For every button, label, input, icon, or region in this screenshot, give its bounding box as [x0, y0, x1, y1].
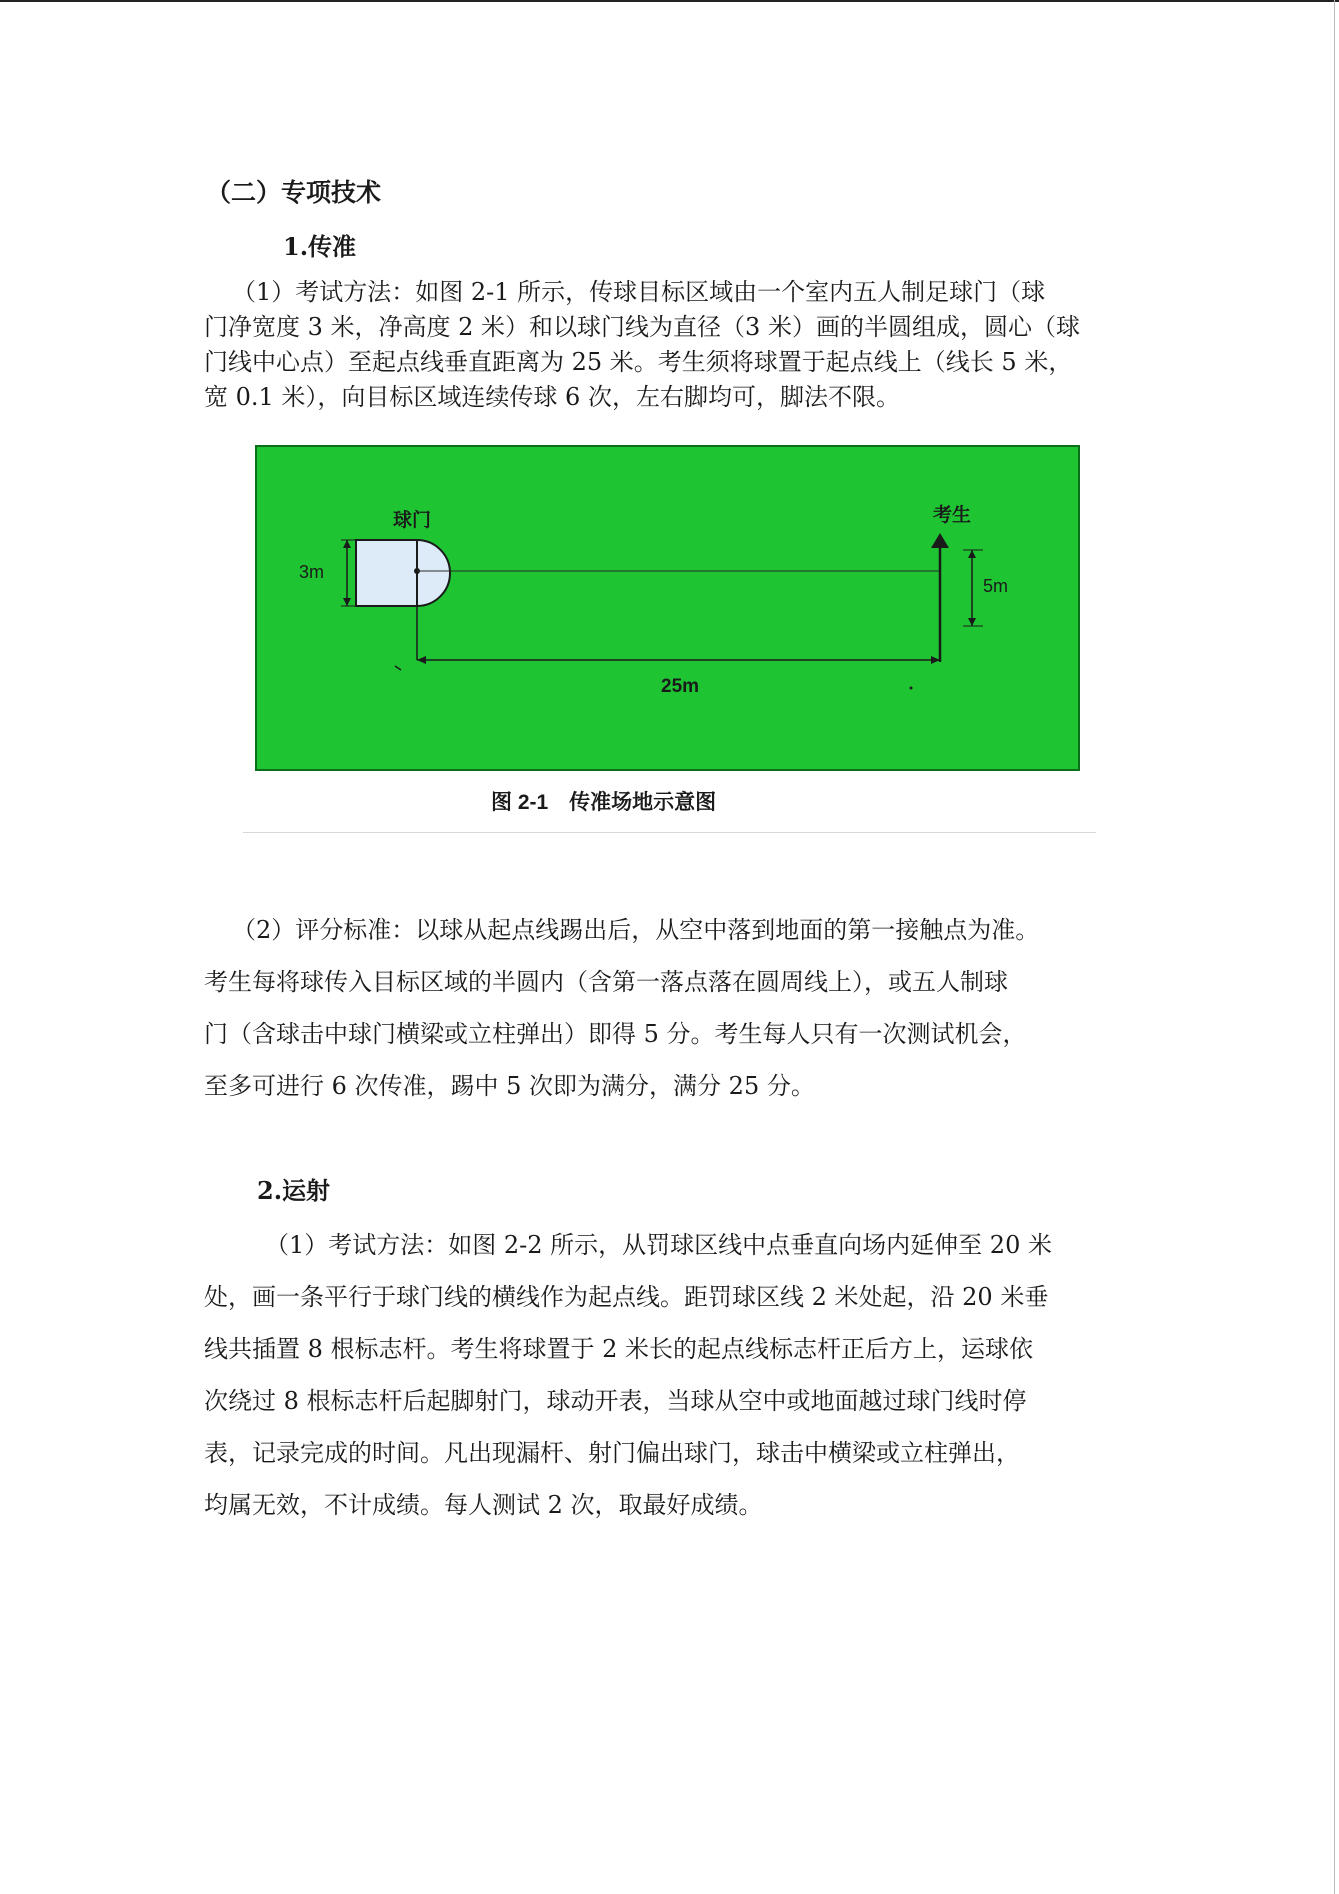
figure-underline	[243, 832, 1096, 833]
label-width: 3m	[299, 562, 325, 582]
label-goal: 球门	[393, 510, 432, 531]
dribble-method-line-6: 均属无效，不计成绩。每人测试 2 次，取最好成绩。	[204, 1491, 763, 1519]
passing-scoring-line-1: （2）评分标准：以球从起点线踢出后，从空中落到地面的第一接触点为准。	[232, 916, 1040, 944]
passing-method-line-1: （1）考试方法：如图 2-1 所示，传球目标区域由一个室内五人制足球门（球	[232, 278, 1046, 306]
passing-scoring-line-3: 门（含球击中球门横梁或立柱弹出）即得 5 分。考生每人只有一次测试机会，	[204, 1020, 1027, 1048]
label-distance: 25m	[661, 676, 700, 697]
passing-method-line-3: 门线中心点）至起点线垂直距离为 25 米。考生须将球置于起点线上（线长 5 米，	[204, 348, 1073, 376]
page-top-border	[0, 0, 1339, 2]
dribble-method-line-3: 线共插置 8 根标志杆。考生将球置于 2 米长的起点线标志杆正后方上，运球依	[204, 1335, 1034, 1363]
field-background	[256, 446, 1079, 770]
goal-box	[356, 540, 417, 606]
passing-scoring-line-4: 至多可进行 6 次传准，踢中 5 次即为满分，满分 25 分。	[204, 1072, 815, 1100]
field-dot	[910, 687, 913, 690]
figure-caption: 图 2-1 传准场地示意图	[491, 791, 717, 814]
dribble-method-line-2: 处，画一条平行于球门线的横线作为起点线。距罚球区线 2 米处起，沿 20 米垂	[204, 1283, 1049, 1311]
subsection-title-dribble-shot: 2.运射	[257, 1176, 331, 1205]
label-line-length: 5m	[983, 576, 1009, 596]
page-right-border	[1334, 0, 1335, 1894]
dribble-method-line-5: 表，记录完成的时间。凡出现漏杆、射门偏出球门，球击中横梁或立柱弹出，	[204, 1439, 1020, 1467]
section-heading: （二）专项技术	[206, 178, 382, 207]
passing-scoring-line-2: 考生每将球传入目标区域的半圆内（含第一落点落在圆周线上），或五人制球	[204, 968, 1008, 996]
passing-method-line-4: 宽 0.1 米），向目标区域连续传球 6 次，左右脚均可，脚法不限。	[204, 383, 900, 411]
passing-method-line-2: 门净宽度 3 米，净高度 2 米）和以球门线为直径（3 米）画的半圆组成，圆心（球	[204, 313, 1080, 341]
dribble-method-line-4: 次绕过 8 根标志杆后起脚射门，球动开表，当球从空中或地面越过球门线时停	[204, 1387, 1027, 1415]
subsection-title-passing: 1.传准	[283, 232, 357, 261]
figure-passing-field	[243, 440, 1096, 832]
dribble-method-line-1: （1）考试方法：如图 2-2 所示，从罚球区线中点垂直向场内延伸至 20 米	[265, 1231, 1052, 1259]
label-candidate: 考生	[933, 505, 972, 526]
